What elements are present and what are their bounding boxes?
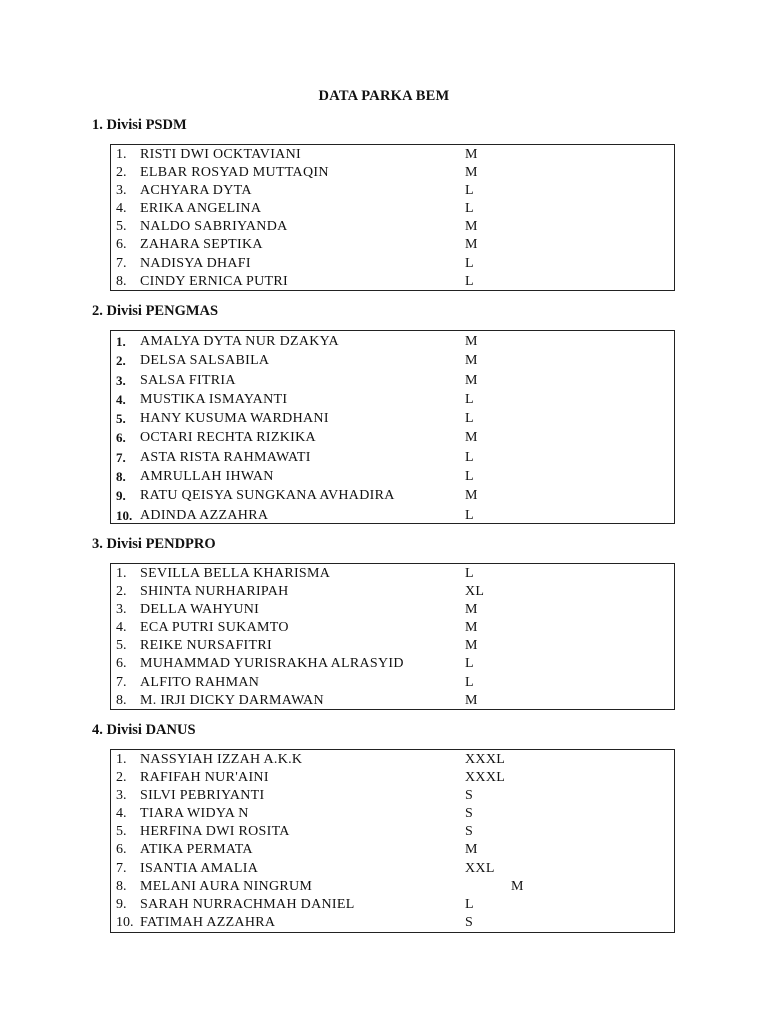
member-row bbox=[111, 146, 674, 164]
parka-size: L bbox=[465, 674, 474, 690]
row-number: 3. bbox=[116, 372, 126, 388]
member-name: NASSYIAH IZZAH A.K.K bbox=[140, 752, 303, 767]
row-number: 1. bbox=[116, 566, 127, 581]
parka-size: L bbox=[465, 566, 474, 581]
row-number: 3. bbox=[116, 183, 127, 199]
member-row bbox=[111, 467, 674, 486]
member-row bbox=[111, 805, 674, 823]
member-row bbox=[111, 371, 674, 390]
row-number: 8. bbox=[116, 878, 127, 894]
member-name: ADINDA AZZAHRA bbox=[140, 507, 269, 523]
parka-size: L bbox=[465, 201, 474, 217]
member-row bbox=[111, 565, 674, 583]
member-row bbox=[111, 351, 674, 370]
member-row bbox=[111, 655, 674, 673]
section-heading-danus: 4. Divisi DANUS bbox=[92, 722, 196, 738]
member-name: RAFIFAH NUR'AINI bbox=[140, 770, 269, 786]
row-number: 7. bbox=[116, 449, 126, 465]
member-list-pendpro bbox=[110, 563, 675, 710]
row-number: 2. bbox=[116, 353, 126, 369]
row-number: 2. bbox=[116, 770, 127, 786]
member-name: HERFINA DWI ROSITA bbox=[140, 824, 290, 840]
parka-size: M bbox=[465, 692, 478, 708]
row-number: 6. bbox=[116, 656, 127, 672]
parka-size: M bbox=[465, 237, 478, 253]
parka-size: L bbox=[465, 449, 474, 465]
member-row bbox=[111, 448, 674, 467]
parka-size: XL bbox=[465, 584, 485, 600]
member-row bbox=[111, 583, 674, 601]
row-number: 4. bbox=[116, 391, 126, 407]
member-name: ELBAR ROSYAD MUTTAQIN bbox=[140, 165, 329, 181]
member-name: MUHAMMAD YURISRAKHA ALRASYID bbox=[140, 656, 404, 672]
member-row bbox=[111, 601, 674, 619]
member-name: DELSA SALSABILA bbox=[140, 353, 270, 369]
member-name: HANY KUSUMA WARDHANI bbox=[140, 411, 329, 427]
row-number: 6. bbox=[116, 842, 127, 858]
parka-size: S bbox=[465, 788, 474, 804]
member-name: ATIKA PERMATA bbox=[140, 842, 253, 858]
member-row bbox=[111, 164, 674, 182]
parka-size: M bbox=[465, 372, 478, 388]
parka-size: M bbox=[465, 430, 478, 446]
section-heading-pendpro: 3. Divisi PENDPRO bbox=[92, 536, 216, 552]
member-name: REIKE NURSAFITRI bbox=[140, 638, 272, 654]
member-name: ALFITO RAHMAN bbox=[140, 674, 260, 690]
member-list-danus bbox=[110, 749, 675, 933]
parka-size: M bbox=[465, 353, 478, 369]
member-row bbox=[111, 182, 674, 200]
member-row bbox=[111, 914, 674, 932]
row-number: 6. bbox=[116, 430, 126, 446]
member-row bbox=[111, 823, 674, 841]
member-name: AMALYA DYTA NUR DZAKYA bbox=[140, 334, 339, 349]
member-name: ASTA RISTA RAHMAWATI bbox=[140, 449, 311, 465]
member-row bbox=[111, 236, 674, 254]
parka-size: M bbox=[465, 147, 478, 162]
member-row bbox=[111, 769, 674, 787]
parka-size: M bbox=[465, 638, 478, 654]
member-row bbox=[111, 273, 674, 291]
parka-size: L bbox=[465, 896, 474, 912]
member-name: M. IRJI DICKY DARMAWAN bbox=[140, 692, 324, 708]
row-number: 7. bbox=[116, 255, 127, 271]
member-row bbox=[111, 787, 674, 805]
member-row bbox=[111, 332, 674, 351]
member-row bbox=[111, 390, 674, 409]
member-row bbox=[111, 674, 674, 692]
parka-size: XXXL bbox=[465, 770, 506, 786]
row-number: 1. bbox=[116, 147, 127, 162]
row-number: 7. bbox=[116, 860, 127, 876]
member-name: NALDO SABRIYANDA bbox=[140, 219, 288, 235]
parka-size: L bbox=[465, 255, 474, 271]
parka-size: M bbox=[465, 488, 478, 504]
member-row bbox=[111, 860, 674, 878]
member-row bbox=[111, 896, 674, 914]
member-name: SALSA FITRIA bbox=[140, 372, 236, 388]
member-name: MUSTIKA ISMAYANTI bbox=[140, 391, 288, 407]
member-name: OCTARI RECHTA RIZKIKA bbox=[140, 430, 316, 446]
member-name: RISTI DWI OCKTAVIANI bbox=[140, 147, 301, 162]
parka-size: XXL bbox=[465, 860, 495, 876]
document-title: DATA PARKA BEM bbox=[318, 88, 450, 104]
row-number: 5. bbox=[116, 824, 127, 840]
parka-size: M bbox=[511, 878, 524, 894]
member-row bbox=[111, 751, 674, 769]
row-number: 4. bbox=[116, 806, 127, 822]
member-name: ECA PUTRI SUKAMTO bbox=[140, 620, 289, 636]
row-number: 4. bbox=[116, 201, 127, 217]
row-number: 6. bbox=[116, 237, 127, 253]
member-name: ISANTIA AMALIA bbox=[140, 860, 259, 876]
member-row bbox=[111, 255, 674, 273]
row-number: 2. bbox=[116, 584, 127, 600]
member-name: SILVI PEBRIYANTI bbox=[140, 788, 265, 804]
row-number: 3. bbox=[116, 602, 127, 618]
member-list-psdm bbox=[110, 144, 675, 291]
row-number: 5. bbox=[116, 411, 126, 427]
parka-size: M bbox=[465, 219, 478, 235]
member-name: ACHYARA DYTA bbox=[140, 183, 252, 199]
member-name: FATIMAH AZZAHRA bbox=[140, 914, 276, 930]
member-name: NADISYA DHAFI bbox=[140, 255, 251, 271]
section-heading-psdm: 1. Divisi PSDM bbox=[92, 117, 187, 133]
parka-size: S bbox=[465, 806, 474, 822]
member-name: SEVILLA BELLA KHARISMA bbox=[140, 566, 331, 581]
parka-size: L bbox=[465, 656, 474, 672]
row-number: 7. bbox=[116, 674, 127, 690]
member-row bbox=[111, 218, 674, 236]
parka-size: L bbox=[465, 391, 474, 407]
row-number: 10. bbox=[116, 507, 133, 523]
row-number: 9. bbox=[116, 488, 126, 504]
member-name: TIARA WIDYA N bbox=[140, 806, 249, 822]
member-row bbox=[111, 841, 674, 859]
parka-size: S bbox=[465, 824, 474, 840]
parka-size: M bbox=[465, 620, 478, 636]
member-name: DELLA WAHYUNI bbox=[140, 602, 260, 618]
member-name: MELANI AURA NINGRUM bbox=[140, 878, 313, 894]
member-row bbox=[111, 428, 674, 447]
member-row bbox=[111, 200, 674, 218]
member-name: SHINTA NURHARIPAH bbox=[140, 584, 289, 600]
parka-size: M bbox=[465, 165, 478, 181]
member-row bbox=[111, 409, 674, 428]
parka-size: XXXL bbox=[465, 752, 506, 767]
row-number: 8. bbox=[116, 273, 127, 289]
parka-size: L bbox=[465, 507, 474, 523]
row-number: 3. bbox=[116, 788, 127, 804]
parka-size: L bbox=[465, 469, 474, 485]
row-number: 5. bbox=[116, 638, 127, 654]
row-number: 9. bbox=[116, 896, 127, 912]
row-number: 2. bbox=[116, 165, 127, 181]
parka-size: S bbox=[465, 914, 474, 930]
row-number: 5. bbox=[116, 219, 127, 235]
row-number: 1. bbox=[116, 334, 126, 349]
parka-size: L bbox=[465, 273, 474, 289]
row-number: 1. bbox=[116, 752, 127, 767]
parka-size: L bbox=[465, 183, 474, 199]
member-row bbox=[111, 637, 674, 655]
row-number: 8. bbox=[116, 469, 126, 485]
section-heading-pengmas: 2. Divisi PENGMAS bbox=[92, 303, 219, 319]
member-row bbox=[111, 486, 674, 505]
row-number: 10. bbox=[116, 914, 134, 930]
member-name: RATU QEISYA SUNGKANA AVHADIRA bbox=[140, 488, 395, 504]
member-row bbox=[111, 878, 674, 896]
member-row bbox=[111, 692, 674, 710]
member-name: ZAHARA SEPTIKA bbox=[140, 237, 263, 253]
row-number: 4. bbox=[116, 620, 127, 636]
parka-size: M bbox=[465, 842, 478, 858]
member-name: AMRULLAH IHWAN bbox=[140, 469, 274, 485]
parka-size: M bbox=[465, 334, 478, 349]
member-list-pengmas bbox=[110, 330, 675, 524]
parka-size: L bbox=[465, 411, 474, 427]
member-name: ERIKA ANGELINA bbox=[140, 201, 262, 217]
member-name: CINDY ERNICA PUTRI bbox=[140, 273, 288, 289]
row-number: 8. bbox=[116, 692, 127, 708]
member-name: SARAH NURRACHMAH DANIEL bbox=[140, 896, 355, 912]
member-row bbox=[111, 506, 674, 525]
member-row bbox=[111, 619, 674, 637]
parka-size: M bbox=[465, 602, 478, 618]
